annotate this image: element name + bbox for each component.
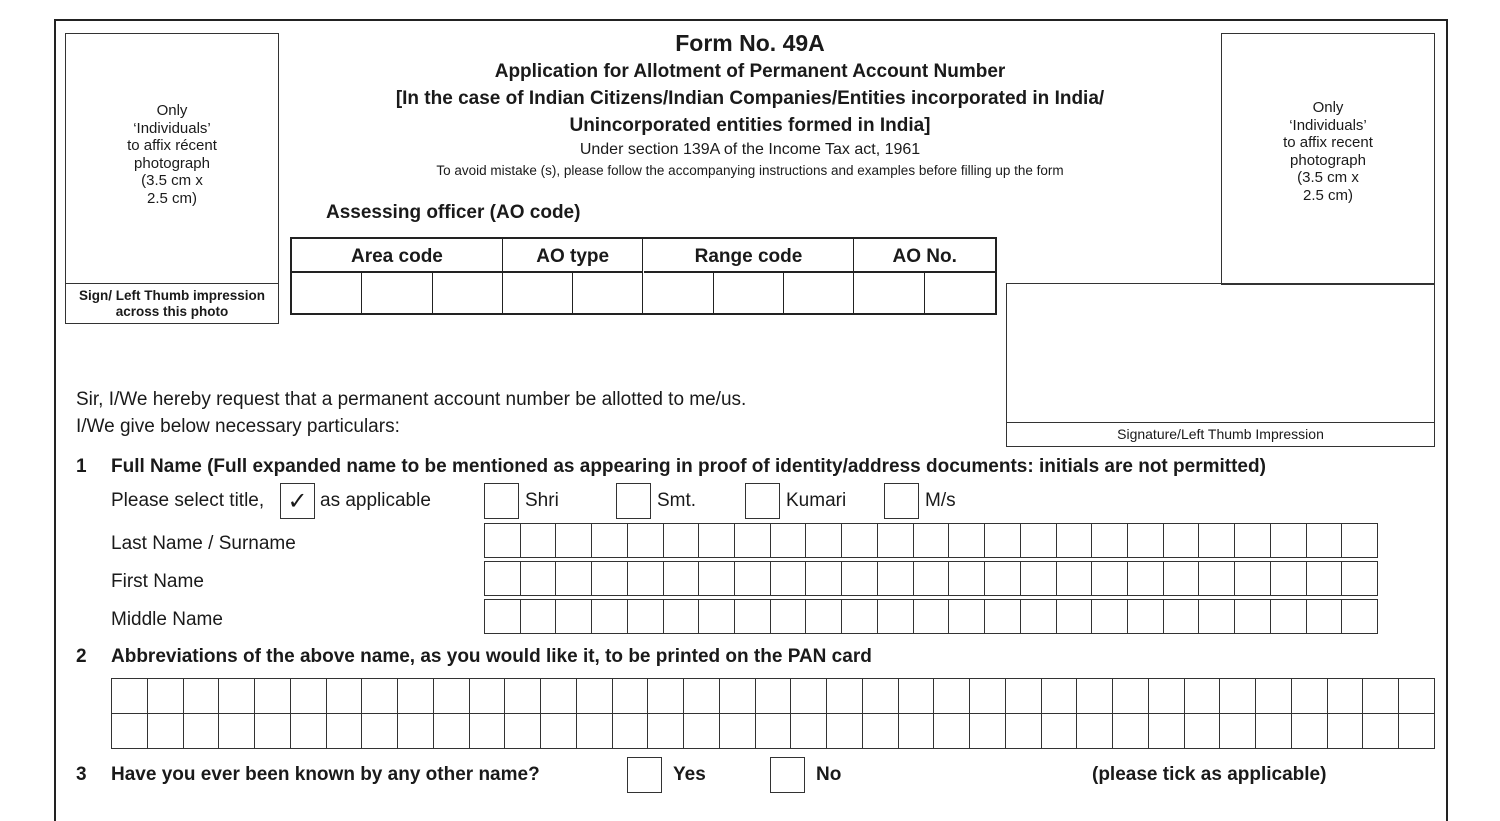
character-cell[interactable] [1092, 600, 1128, 633]
character-cell[interactable] [899, 714, 935, 748]
ao-code-cell[interactable] [362, 273, 432, 313]
last-name-label: Last Name / Surname [111, 533, 296, 554]
character-cell[interactable] [628, 562, 664, 595]
character-cell[interactable] [1256, 714, 1292, 748]
first-name-field[interactable] [484, 561, 1378, 596]
intro-line2: I/We give below necessary particulars: [76, 416, 400, 437]
character-cell[interactable] [1042, 679, 1078, 713]
character-cell[interactable] [485, 562, 521, 595]
sign-caption-line: Sign/ Left Thumb impression [78, 288, 265, 303]
ao-code-table [290, 237, 997, 315]
character-cell[interactable] [1399, 714, 1434, 748]
right-photo-box[interactable] [1221, 33, 1435, 285]
character-cell[interactable] [1271, 600, 1307, 633]
character-cell[interactable] [878, 600, 914, 633]
character-cell[interactable] [1057, 600, 1093, 633]
character-cell[interactable] [878, 562, 914, 595]
title-suffix: as applicable [320, 490, 431, 511]
character-cell[interactable] [1199, 600, 1235, 633]
character-cell[interactable] [863, 714, 899, 748]
character-cell[interactable] [985, 524, 1021, 557]
item1-heading: Full Name (Full expanded name to be mentioned as appearing in proof of identity/address documents: initials are not permitted) [111, 456, 1266, 477]
character-cell[interactable] [949, 562, 985, 595]
ao-code-cell[interactable] [292, 273, 362, 313]
character-cell[interactable] [664, 524, 700, 557]
title-prompt: Please select title, [111, 490, 265, 511]
form-instruction: To avoid mistake (s), please follow the accompanying instructions and examples before filling up the form [436, 163, 1064, 178]
character-cell[interactable] [148, 679, 184, 713]
character-cell[interactable] [1328, 714, 1364, 748]
character-cell[interactable] [1185, 679, 1221, 713]
character-cell[interactable] [699, 562, 735, 595]
title-label-kumari: Kumari [786, 490, 847, 511]
character-cell[interactable] [521, 524, 557, 557]
character-cell[interactable] [771, 600, 807, 633]
character-cell[interactable] [1164, 600, 1200, 633]
character-cell[interactable] [756, 679, 792, 713]
character-cell[interactable] [1235, 600, 1271, 633]
abbreviation-field-row1[interactable] [111, 678, 1435, 714]
character-cell[interactable] [327, 714, 363, 748]
character-cell[interactable] [112, 714, 148, 748]
ao-code-cell[interactable] [433, 273, 503, 313]
character-cell[interactable] [1128, 562, 1164, 595]
title-checkbox-ms[interactable] [884, 483, 919, 519]
character-cell[interactable] [1271, 562, 1307, 595]
character-cell[interactable] [1363, 679, 1399, 713]
middle-name-field[interactable] [484, 599, 1378, 634]
character-cell[interactable] [1006, 714, 1042, 748]
character-cell[interactable] [1021, 600, 1057, 633]
intro-line1: Sir, I/We hereby request that a permanent account number be allotted to me/us. [76, 389, 747, 410]
signature-box[interactable] [1006, 283, 1435, 447]
character-cell[interactable] [949, 524, 985, 557]
right-photo-instructions [1222, 99, 1434, 204]
middle-name-label: Middle Name [111, 609, 223, 630]
character-cell[interactable] [771, 524, 807, 557]
ao-column-header: AO type [503, 239, 644, 273]
left-photo-box[interactable] [65, 33, 279, 324]
character-cell[interactable] [1057, 524, 1093, 557]
character-cell[interactable] [592, 562, 628, 595]
character-cell[interactable] [521, 562, 557, 595]
item3-number: 3 [76, 764, 87, 785]
ao-column-header: Range code [644, 239, 855, 273]
photo-text-line: 2.5 cm) [1302, 186, 1353, 204]
character-cell[interactable] [613, 714, 649, 748]
character-cell[interactable] [1199, 524, 1235, 557]
ao-code-cell[interactable] [925, 273, 995, 313]
character-cell[interactable] [1164, 562, 1200, 595]
character-cell[interactable] [577, 714, 613, 748]
character-cell[interactable] [1092, 524, 1128, 557]
photo-text-line: photograph [1290, 151, 1366, 169]
character-cell[interactable] [1113, 714, 1149, 748]
character-cell[interactable] [1128, 524, 1164, 557]
character-cell[interactable] [470, 714, 506, 748]
photo-text-line: (3.5 cm x [141, 172, 203, 189]
photo-text-line: to affix recent [1283, 134, 1373, 151]
character-cell[interactable] [648, 714, 684, 748]
character-cell[interactable] [628, 600, 664, 633]
character-cell[interactable] [1113, 679, 1149, 713]
character-cell[interactable] [613, 679, 649, 713]
title-label-shri: Shri [525, 490, 559, 511]
character-cell[interactable] [112, 679, 148, 713]
character-cell[interactable] [1342, 562, 1377, 595]
character-cell[interactable] [485, 524, 521, 557]
ao-heading: Assessing officer (AO code) [326, 202, 581, 223]
character-cell[interactable] [291, 679, 327, 713]
character-cell[interactable] [219, 714, 255, 748]
character-cell[interactable] [842, 600, 878, 633]
character-cell[interactable] [684, 714, 720, 748]
photo-text-line: 2.5 cm) [146, 189, 197, 207]
ao-code-cell[interactable] [644, 273, 714, 313]
character-cell[interactable] [485, 600, 521, 633]
character-cell[interactable] [791, 714, 827, 748]
character-cell[interactable] [556, 600, 592, 633]
character-cell[interactable] [1307, 562, 1343, 595]
character-cell[interactable] [184, 714, 220, 748]
character-cell[interactable] [664, 562, 700, 595]
character-cell[interactable] [291, 714, 327, 748]
character-cell[interactable] [541, 679, 577, 713]
character-cell[interactable] [934, 714, 970, 748]
character-cell[interactable] [541, 714, 577, 748]
ao-column-header: AO No. [854, 239, 995, 273]
character-cell[interactable] [1292, 714, 1328, 748]
character-cell[interactable] [1185, 714, 1221, 748]
photo-text-line: to affix récent [127, 137, 217, 154]
character-cell[interactable] [1220, 679, 1256, 713]
character-cell[interactable] [1164, 524, 1200, 557]
character-cell[interactable] [1292, 679, 1328, 713]
character-cell[interactable] [735, 562, 771, 595]
character-cell[interactable] [914, 600, 950, 633]
character-cell[interactable] [699, 600, 735, 633]
character-cell[interactable] [577, 679, 613, 713]
character-cell[interactable] [1021, 524, 1057, 557]
title-label-smt: Smt. [657, 490, 697, 511]
left-photo-sign-caption [66, 283, 278, 320]
character-cell[interactable] [914, 562, 950, 595]
character-cell[interactable] [791, 679, 827, 713]
character-cell[interactable] [505, 679, 541, 713]
sign-caption-line: across this photo [115, 304, 229, 319]
character-cell[interactable] [362, 714, 398, 748]
character-cell[interactable] [628, 524, 664, 557]
character-cell[interactable] [914, 524, 950, 557]
abbreviation-field-row2[interactable] [111, 713, 1435, 749]
character-cell[interactable] [592, 600, 628, 633]
character-cell[interactable] [148, 714, 184, 748]
character-cell[interactable] [1307, 524, 1343, 557]
item2-heading: Abbreviations of the above name, as you would like it, to be printed on the PAN card [111, 646, 872, 667]
character-cell[interactable] [1235, 562, 1271, 595]
character-cell[interactable] [255, 714, 291, 748]
character-cell[interactable] [1042, 714, 1078, 748]
tick-example-icon: ✓ [280, 483, 315, 519]
character-cell[interactable] [362, 679, 398, 713]
form-subtitle-line1: [In the case of Indian Citizens/Indian Companies/Entities incorporated in India/ [395, 88, 1105, 109]
character-cell[interactable] [434, 679, 470, 713]
ao-code-cell[interactable] [854, 273, 924, 313]
character-cell[interactable] [556, 524, 592, 557]
character-cell[interactable] [985, 600, 1021, 633]
photo-text-line: photograph [134, 154, 210, 172]
item1-number: 1 [76, 456, 87, 477]
character-cell[interactable] [842, 562, 878, 595]
character-cell[interactable] [1006, 679, 1042, 713]
character-cell[interactable] [735, 600, 771, 633]
character-cell[interactable] [827, 714, 863, 748]
character-cell[interactable] [899, 679, 935, 713]
character-cell[interactable] [827, 679, 863, 713]
character-cell[interactable] [720, 714, 756, 748]
character-cell[interactable] [863, 679, 899, 713]
character-cell[interactable] [756, 714, 792, 748]
other-name-yes-label: Yes [673, 764, 706, 785]
character-cell[interactable] [1256, 679, 1292, 713]
form-subtitle-line2: Unincorporated entities formed in India] [569, 115, 931, 136]
signature-caption: Signature/Left Thumb Impression [1007, 422, 1434, 445]
character-cell[interactable] [505, 714, 541, 748]
form-number: Form No. 49A [675, 30, 825, 56]
character-cell[interactable] [684, 679, 720, 713]
character-cell[interactable] [1021, 562, 1057, 595]
other-name-no-label: No [816, 764, 842, 785]
character-cell[interactable] [1092, 562, 1128, 595]
character-cell[interactable] [1235, 524, 1271, 557]
character-cell[interactable] [985, 562, 1021, 595]
character-cell[interactable] [521, 600, 557, 633]
ao-code-cell[interactable] [503, 273, 573, 313]
character-cell[interactable] [1342, 524, 1377, 557]
character-cell[interactable] [1342, 600, 1377, 633]
character-cell[interactable] [1363, 714, 1399, 748]
item3-heading: Have you ever been known by any other name? [111, 764, 540, 785]
character-cell[interactable] [1271, 524, 1307, 557]
character-cell[interactable] [1077, 714, 1113, 748]
character-cell[interactable] [398, 679, 434, 713]
character-cell[interactable] [934, 679, 970, 713]
character-cell[interactable] [1077, 679, 1113, 713]
character-cell[interactable] [1307, 600, 1343, 633]
first-name-label: First Name [111, 571, 204, 592]
other-name-no-checkbox[interactable] [770, 757, 805, 793]
character-cell[interactable] [398, 714, 434, 748]
character-cell[interactable] [806, 600, 842, 633]
character-cell[interactable] [1149, 679, 1185, 713]
character-cell[interactable] [806, 562, 842, 595]
photo-text-line: ‘Individuals’ [1289, 116, 1367, 134]
title-checkbox-smt[interactable] [616, 483, 651, 519]
character-cell[interactable] [970, 714, 1006, 748]
photo-text-line: (3.5 cm x [1297, 169, 1359, 186]
last-name-field[interactable] [484, 523, 1378, 558]
photo-text-line: ‘Individuals’ [133, 119, 211, 137]
item2-number: 2 [76, 646, 87, 667]
character-cell[interactable] [470, 679, 506, 713]
character-cell[interactable] [878, 524, 914, 557]
photo-text-line: Only [156, 102, 188, 119]
character-cell[interactable] [1149, 714, 1185, 748]
character-cell[interactable] [806, 524, 842, 557]
character-cell[interactable] [184, 679, 220, 713]
form-title: Application for Allotment of Permanent Account Number [494, 61, 1006, 82]
character-cell[interactable] [735, 524, 771, 557]
character-cell[interactable] [255, 679, 291, 713]
form-section: Under section 139A of the Income Tax act, 1961 [579, 141, 921, 158]
character-cell[interactable] [699, 524, 735, 557]
left-photo-instructions [66, 102, 278, 207]
character-cell[interactable] [327, 679, 363, 713]
title-checkbox-kumari[interactable] [745, 483, 780, 519]
ao-column-header: Area code [292, 239, 503, 273]
ao-code-cell[interactable] [714, 273, 784, 313]
photo-text-line: Only [1312, 99, 1344, 116]
tick-note: (please tick as applicable) [1092, 764, 1327, 785]
other-name-yes-checkbox[interactable] [627, 757, 662, 793]
character-cell[interactable] [219, 679, 255, 713]
character-cell[interactable] [842, 524, 878, 557]
character-cell[interactable] [648, 679, 684, 713]
character-cell[interactable] [1399, 679, 1434, 713]
character-cell[interactable] [720, 679, 756, 713]
character-cell[interactable] [1328, 679, 1364, 713]
character-cell[interactable] [970, 679, 1006, 713]
character-cell[interactable] [434, 714, 470, 748]
title-label-ms: M/s [925, 490, 956, 511]
title-checkbox-shri[interactable] [484, 483, 519, 519]
character-cell[interactable] [1057, 562, 1093, 595]
character-cell[interactable] [949, 600, 985, 633]
character-cell[interactable] [664, 600, 700, 633]
character-cell[interactable] [1220, 714, 1256, 748]
character-cell[interactable] [771, 562, 807, 595]
character-cell[interactable] [1128, 600, 1164, 633]
character-cell[interactable] [1199, 562, 1235, 595]
ao-code-cell[interactable] [784, 273, 854, 313]
character-cell[interactable] [592, 524, 628, 557]
character-cell[interactable] [556, 562, 592, 595]
ao-code-cell[interactable] [573, 273, 643, 313]
